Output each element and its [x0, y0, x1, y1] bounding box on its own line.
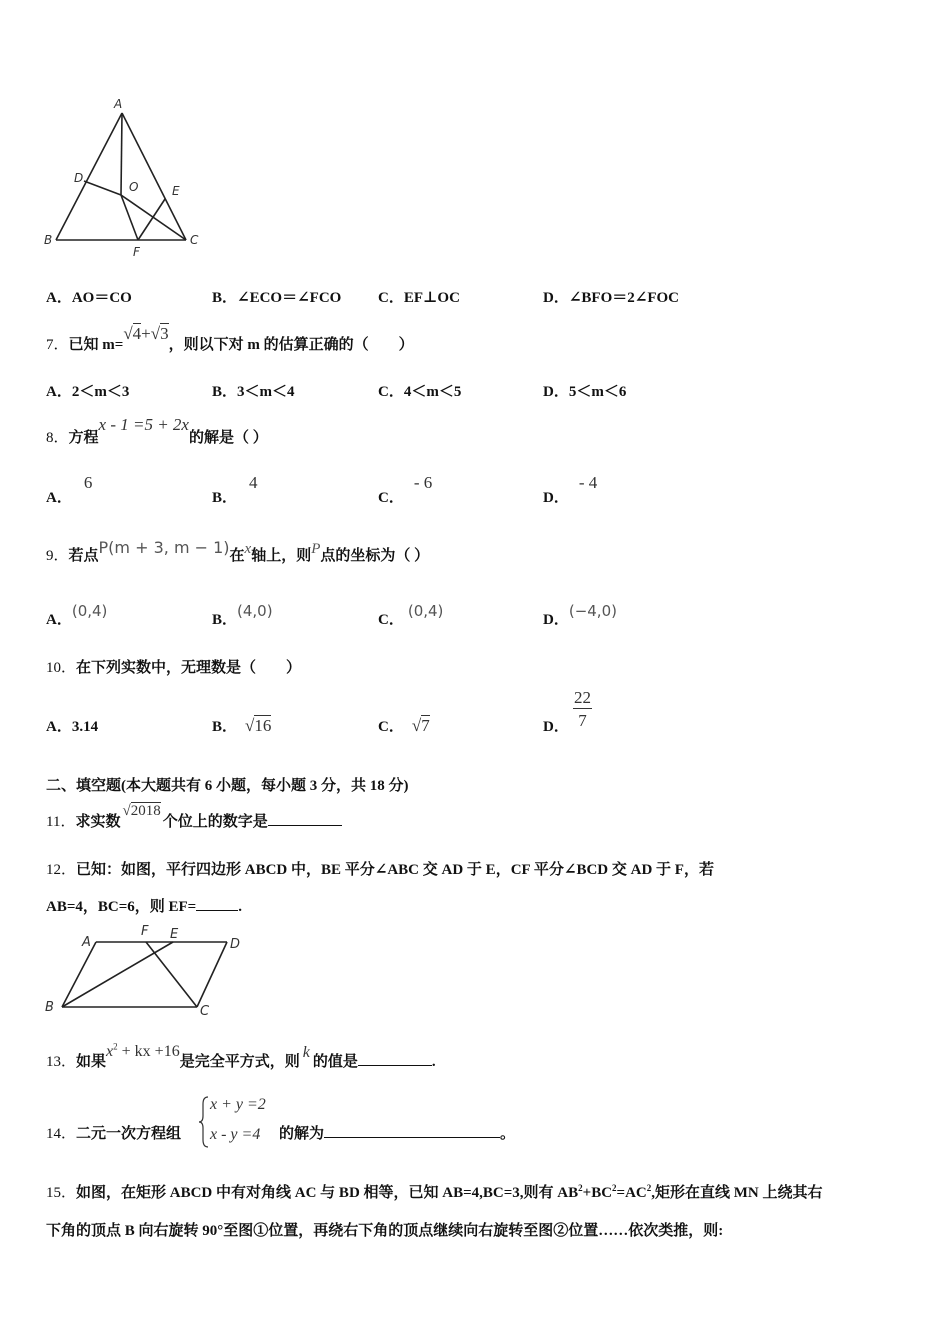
q12-line1: 12．已知：如图，平行四边形 ABCD 中，BE 平分∠ABC 交 AD 于 E，CF 平分∠BCD 交 AD 于 F，若 — [46, 862, 714, 878]
q11-stem: 11．求实数√2018个位上的数字是 — [46, 810, 342, 831]
q13-answer-blank[interactable] — [358, 1064, 432, 1066]
q9-option-a: A．(0,4) — [46, 602, 108, 628]
q14-tail: 的解为 。 — [279, 1126, 516, 1142]
q7-option-a: A．2＜m＜3 — [46, 384, 130, 400]
label-f2: F — [141, 924, 149, 939]
q10-stem: 10．在下列实数中，无理数是（ ） — [46, 660, 302, 676]
q6-option-b: B．∠ECO＝∠FCO — [212, 290, 342, 306]
q10-option-c: C． √7 — [378, 716, 430, 735]
q9-stem: 9．若点P(m + 3, m − 1)在x轴上，则P点的坐标为（ ） — [46, 538, 430, 564]
q7-stem: 7．已知 m=√4+√3，则以下对 m 的估算正确的（ ） — [46, 324, 414, 353]
label-b2: B — [45, 1000, 54, 1015]
q14-equation-1: x + y =2 — [210, 1096, 266, 1113]
q7-option-b: B．3＜m＜4 — [212, 384, 295, 400]
system-brace — [199, 1096, 209, 1148]
label-c2: C — [200, 1004, 210, 1018]
q8-option-d: D．- 4 — [543, 473, 598, 506]
label-f: F — [133, 245, 140, 259]
q8-option-b: B．4 — [212, 473, 258, 506]
q7-option-c: C．4＜m＜5 — [378, 384, 462, 400]
q10-fraction: 22 7 — [574, 688, 591, 730]
q13-stem: 13．如果$x^2$ + kx +16是完全平方式，则k的值是 . — [46, 1041, 436, 1070]
q15-line1: 15．如图，在矩形 ABCD 中有对角线 AC 与 BD 相等，已知 AB=4,BC=3,则有 $AB^2+BC^2=AC^2$,矩形在直线 MN 上绕其右 — [46, 1183, 823, 1201]
q8-option-c: C．- 6 — [378, 473, 433, 506]
q14-stem: 14．二元一次方程组 — [46, 1126, 182, 1142]
q6-option-a: A．AO＝CO — [46, 290, 132, 306]
label-e: E — [172, 184, 180, 198]
label-a: A — [114, 97, 123, 111]
q12-line2: AB=4，BC=6，则 EF= . — [46, 899, 242, 915]
q14-answer-blank[interactable] — [324, 1136, 500, 1138]
label-c: C — [190, 233, 199, 247]
q10-option-a: A．3.14 — [46, 719, 99, 735]
q12-answer-blank[interactable] — [196, 909, 238, 911]
q10-option-b: B． √16 — [212, 716, 272, 735]
label-e2: E — [170, 927, 179, 942]
q14-equation-2: x - y =4 — [210, 1126, 261, 1143]
triangle-figure — [40, 95, 210, 265]
q6-option-c: C．EF⊥OC — [378, 290, 460, 306]
q15-line2: 下角的顶点 B 向右旋转 90°至图①位置，再绕右下角的顶点继续向右旋转至图②位置……依次类推，则: — [46, 1223, 724, 1239]
q7-option-d: D．5＜m＜6 — [543, 384, 627, 400]
label-o: O — [129, 180, 139, 194]
q9-option-c: C． (0,4) — [378, 602, 444, 628]
q8-option-a: A．6 — [46, 473, 93, 506]
q6-option-d: D．∠BFO＝2∠FOC — [543, 290, 679, 306]
q9-option-d: D．(−4,0) — [543, 602, 617, 628]
label-a2: A — [82, 935, 91, 950]
q10-option-d: D． — [543, 719, 569, 735]
q11-answer-blank[interactable] — [268, 824, 342, 826]
q8-stem: 8．方程x - 1 =5 + 2x的解是（ ） — [46, 415, 268, 446]
label-d2: D — [230, 937, 241, 952]
parallelogram-figure — [40, 922, 250, 1018]
section2-title: 二、填空题(本大题共有 6 小题，每小题 3 分，共 18 分) — [46, 778, 409, 794]
label-d: D — [74, 171, 84, 185]
label-b: B — [44, 233, 53, 247]
q9-option-b: B．(4,0) — [212, 602, 273, 628]
